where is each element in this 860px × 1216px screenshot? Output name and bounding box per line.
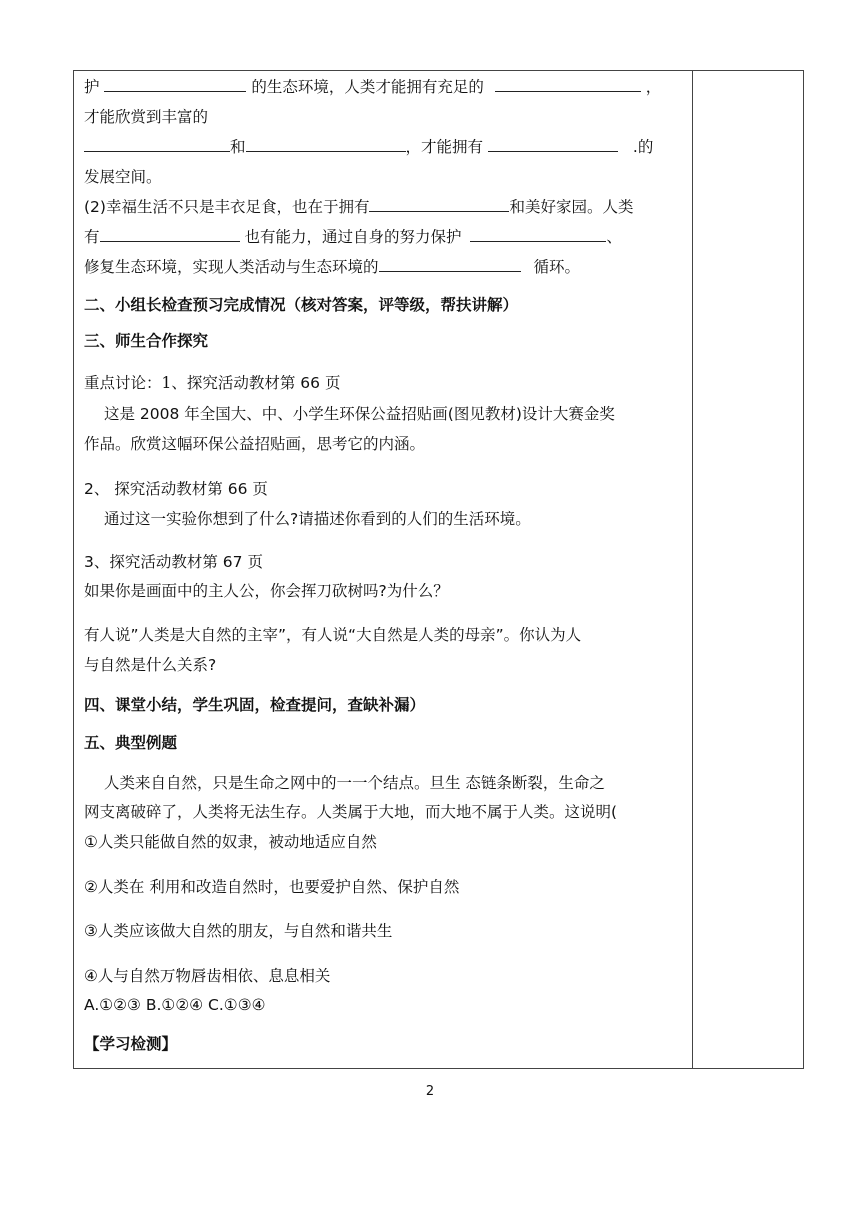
blank	[495, 76, 641, 92]
option-4: ④人与自然万物唇齿相依、息息相关	[84, 967, 331, 985]
discussion-1	[84, 372, 340, 394]
example-line-2: 网支离破碎了，人类将无法生存。人类属于大地，而大地不属于人类。这说明(	[84, 803, 618, 821]
fill-line-7	[84, 256, 580, 278]
answer-choices: A.①②③ B.①②④ C.①③④	[84, 996, 266, 1014]
blank	[470, 226, 606, 242]
section-heading-3: 三、师生合作探究	[84, 332, 209, 350]
fill-line-4: 发展空间。	[84, 168, 162, 186]
section-heading-4: 四、课堂小结，学生巩固，检查提问，查缺补漏）	[84, 696, 426, 714]
text: 重点讨论：1、探究活动	[84, 374, 249, 392]
fill-line-3	[84, 136, 653, 158]
text: 、	[606, 228, 622, 246]
question-4-line-2: 与自然是什么关系?	[84, 656, 217, 674]
section-heading-2: 二、小组长检查预习完成情况（核对答案，评等级，帮扶讲解）	[84, 296, 519, 314]
fill-line-2: 才能欣赏到丰富的	[84, 108, 209, 126]
fill-line-1	[84, 76, 661, 98]
blank	[379, 256, 521, 272]
question-4-line-1: 有人说”人类是大自然的主宰”，有人说“大自然是人类的母亲”。你认为人	[84, 626, 582, 644]
text: .的	[632, 138, 654, 156]
text: 循环。	[533, 258, 580, 276]
column-divider	[692, 70, 693, 1069]
text: 修复生态环境，实现人类活动与生态环境的	[84, 258, 379, 276]
option-3: ③人类应该做大自然的朋友，与自然和谐共生	[84, 922, 393, 940]
section-heading-5: 五、典型例题	[84, 734, 178, 752]
option-2: ②人类在 利用和改造自然时，也要爱护自然、保护自然	[84, 878, 460, 896]
text: (2)幸福生活不只是丰衣足食，也在于拥有	[84, 198, 370, 216]
example-line-1: 人类来自自然，只是生命之网中的一一个结点。旦生 态链条断裂，生命之	[104, 774, 605, 792]
blank	[488, 136, 618, 152]
text: 的生态环境，人类才能拥有充足的	[251, 78, 484, 96]
blank	[246, 136, 406, 152]
text: 也有能力，通过自身的努力保护	[244, 228, 462, 246]
fill-line-6	[84, 226, 622, 248]
text: ，才能拥有	[405, 138, 484, 156]
text: 和美好家园。人类	[509, 198, 634, 216]
question-2-text: 通过这一实验你想到了什么?请描述你看到的人们的生活环境。	[104, 510, 531, 528]
blank	[104, 76, 246, 92]
text: 教材第 66 页	[248, 374, 341, 392]
paragraph-line: 作品。欣赏这幅环保公益招贴画，思考它的内涵。	[84, 435, 426, 453]
blank	[100, 226, 240, 242]
question-3-text: 如果你是画面中的主人公，你会挥刀砍树吗?为什么？	[84, 582, 449, 600]
text: ，	[645, 78, 662, 96]
blank	[84, 136, 230, 152]
question-3: 3、探究活动教材第 67 页	[84, 553, 263, 571]
question-2: 2、 探究活动教材第 66 页	[84, 480, 268, 498]
text: 有	[84, 228, 100, 246]
blank	[369, 196, 509, 212]
text: 护	[84, 78, 100, 96]
study-check-heading: 【学习检测】	[84, 1035, 178, 1053]
fill-line-5	[84, 196, 633, 218]
page-number: 2	[425, 1084, 435, 1099]
paragraph-line: 这是 2008 年全国大、中、小学生环保公益招贴画(图见教材)设计大赛金奖	[104, 405, 615, 423]
option-1: ①人类只能做自然的奴隶，被动地适应自然	[84, 833, 377, 851]
text: 和	[230, 138, 246, 156]
